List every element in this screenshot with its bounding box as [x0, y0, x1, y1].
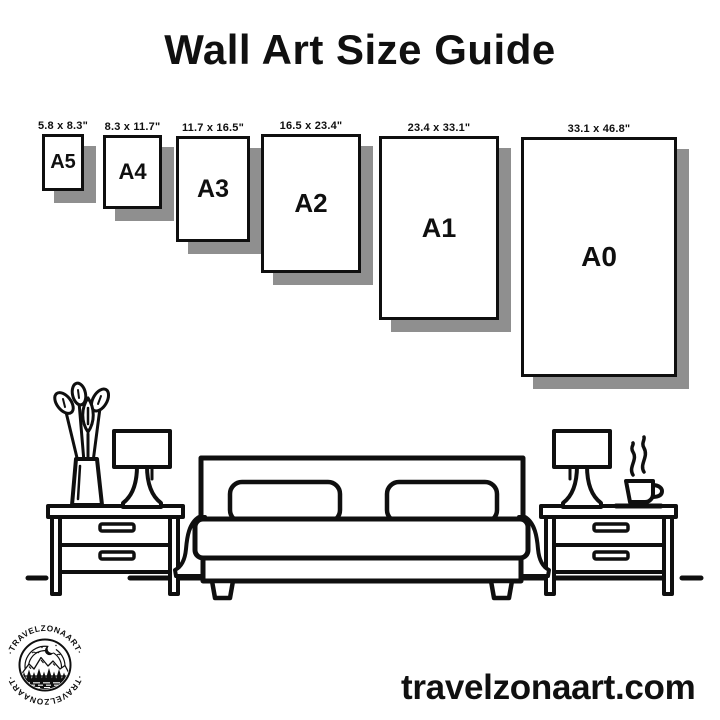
bed-leg [491, 581, 512, 598]
size-letter: A4 [118, 159, 147, 184]
brand-badge-top-text: ·TRAVELZONAART· [4, 622, 86, 656]
size-dimensions-label: 5.8 x 8.3" [37, 120, 89, 132]
pillow [387, 482, 497, 522]
left-nightstand [48, 506, 183, 594]
size-frame-a2 [261, 120, 361, 273]
bed-base [203, 558, 521, 581]
size-letter: A3 [197, 174, 229, 203]
size-dimensions-label: 8.3 x 11.7" [104, 121, 161, 133]
right-nightstand [541, 506, 676, 594]
brand-badge-bottom-text: ·TRAVELZONAART· [4, 674, 86, 708]
website-text: travelzonaart.com [401, 668, 696, 707]
size-frame-a5 [37, 120, 89, 191]
size-dimensions-label: 11.7 x 16.5" [181, 122, 245, 134]
bed-icon [175, 458, 549, 598]
size-frame-a4 [103, 121, 162, 209]
page-title: Wall Art Size Guide [164, 26, 556, 73]
coffee-cup-icon [616, 437, 662, 506]
size-letter: A5 [50, 151, 76, 173]
bed-leg [212, 581, 233, 598]
size-letter: A2 [294, 188, 328, 218]
size-frame-a3 [176, 122, 250, 242]
pillow [230, 482, 340, 522]
plant-vase-icon [51, 382, 112, 505]
drawer-handle [100, 524, 134, 531]
size-letter: A0 [581, 241, 617, 272]
drawer-handle [100, 552, 134, 559]
size-letter: A1 [421, 212, 457, 243]
drawer-handle [594, 552, 628, 559]
size-frame-a0 [521, 123, 677, 377]
size-dimensions-label: 16.5 x 23.4" [279, 120, 343, 132]
bedroom-scene-illustration [0, 380, 720, 610]
mattress [195, 519, 528, 558]
table-lamp-icon [554, 431, 610, 507]
table-lamp-icon [114, 431, 170, 507]
size-dimensions-label: 23.4 x 33.1" [407, 122, 471, 134]
brand-badge-logo [0, 620, 90, 710]
size-frame-a1 [379, 122, 499, 320]
size-dimensions-label: 33.1 x 46.8" [567, 123, 631, 135]
drawer-handle [594, 524, 628, 531]
steam-icon [632, 437, 646, 475]
